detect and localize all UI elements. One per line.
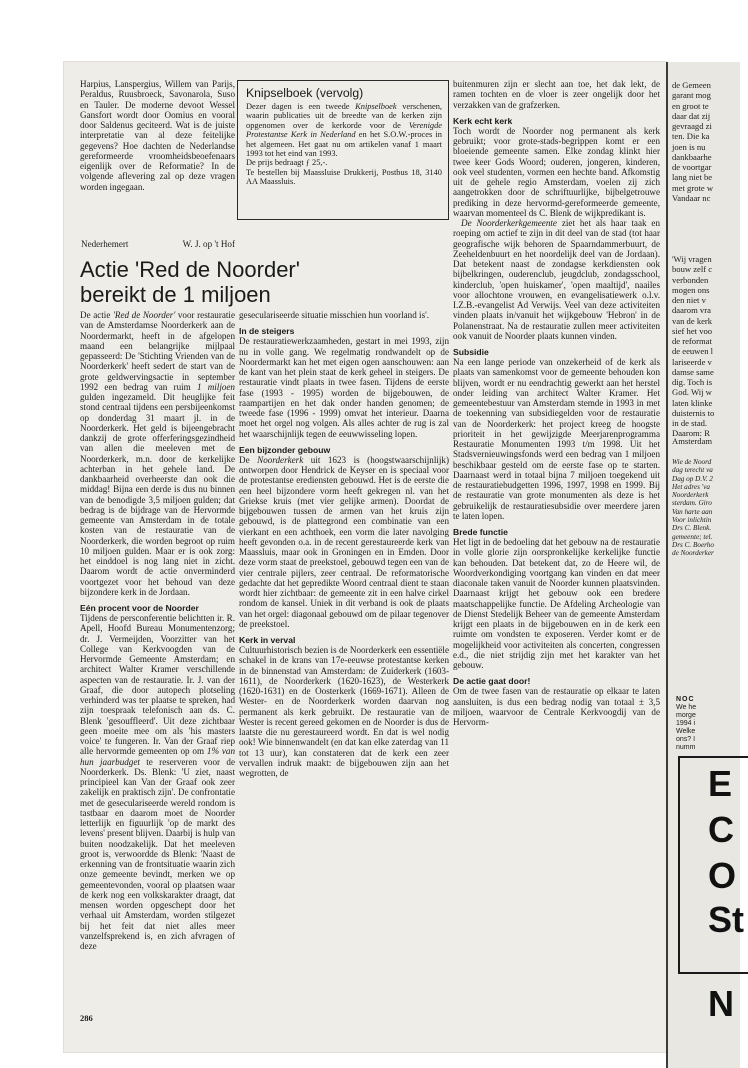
intro-column (80, 79, 235, 231)
paragraph: De restauratiewerkzaamheden, gestart in mei 1993, zijn nu in volle gang. We regelmatig rondwandelt op de Noordermarkt kan het met eigen ogen aanschouwen: aan de kant van het plein staat de kerk geheel in steigers. De restauratie vindt plaats in twee fasen. Tijdens de eerste fase (1993 - 1995) worden de bijgebouwen, de raampartijen en het dak onder handen genomen; de tweede fase (1996 - 1999) omvat het interieur. Daarna moet het orgel nog volgen. Als alles achter de rug is zal het waarschijnlijk tegen de eeuwwisseling lopen. (239, 336, 449, 439)
subheading-steigers: In de steigers (239, 326, 295, 337)
paragraph: Cultuurhistorisch bezien is de Noorderkerk een essentiële schakel in de krans van 17e-eeuwse protestantse kerken in de binnenstad van Amsterdam: de Zuiderkerk (1603-1611), de Noorderkerk (1620-1623), de Westerkerk (1620-1631) en de Oosterkerk (1669-1671). Alleen de Wester- en de Noorderkerk worden daarvan nog permanent als kerk gebruikt. De restauratie van de Wester is recent gereed gekomen en de Noorder is dus de laatste die nu gerestaureerd wordt. En dat is wel nodig ook! Wie binnenwandelt (en dat kan elke zaterdag van 11 tot 13 uur), kan constateren dat de kerk een zeer vervallen indruk maakt: de bijgebouwen zijn aan het wegrotten, de (239, 645, 449, 778)
advert-letter: O (708, 855, 737, 896)
box-price: De prijs bedraagt ƒ 25,-. (246, 158, 328, 168)
paragraph: De Noorderkerk uit 1623 is (hoogstwaarschijnlijk) ontworpen door Hendrick de Keyser en is speciaal voor de protestantse erediensten gebouwd. Het is de eerste die een heel bijzondere vorm heeft gekregen nl. van het Griekse kruis (met vier gelijke armen). Doordat de bijgebouwen tussen de armen van het kruis zijn gebouwd, is de plattegrond een combinatie van een vierkant en een achthoek, een vorm die later navolging heeft gevonden o.a. in de recent gerestaureerde kerk van Maassluis, maar ook in Groningen en in Emden. Door deze vorm staat de preekstoel, gebouwd tegen een van de vier centrale pijlers, zeer centraal. De reformatorische gedachte dat het gepredikte Woord centraal dient te staan wordt hier zichtbaar: de gemeente zit in een halve cirkel rondom de kansel. Uniek in dit verband is ook de plaats van het orgel: diagonaal gebouwd om de pilaar tegenover de preekstoel. (239, 454, 449, 629)
knipselboek-box (237, 80, 449, 220)
adjacent-italic-block: Wie de Noord dag terecht va Dag op D.V. 2 Het adres 'va Noorderkerk sterdam. Giro Van harte aan Voor inlichtin Drs C. Blenk. gemeente; tel. Drs C. Boerho de Noorderker (672, 458, 714, 558)
box-order-info: Te bestellen bij Maassluise Drukkerij, Postbus 18, 3140 AA Maassluis. (246, 167, 442, 187)
lead-paragraph: De actie 'Red de Noorder' voor restauratie van de Amsterdamse Noorderkerk aan de Noordermarkt, heeft in de afgelopen maand een belangrijke mijlpaal gepasseerd: De 'Stichting Vrienden van de Noorderkerk' heeft sedert de start van de grote geldwervingsactie in september 1992 een bedrag van ruim 1 miljoen gulden ingezameld. Dit heuglijke feit stond centraal tijdens een persbijeenkomst op donderdag 31 maart jl. in de Noorderkerk. Het geld is bijeengebracht dankzij de grote offerferingsgezindheid van allen die meeleven met de Noorderkerk, m.n. door de kerkelijke achterban in het gehele land. De dankbaarheid overheerste dan ook die middag! Bijna een derde is dus nu binnen van de benodigde 3,5 miljoen gulden; dat bedrag is de bijdrage van de Hervormde gemeente van Amsterdam in de totale kosten van de restauratie van de Noorderkerk, die worden begroot op ruim 10 miljoen gulden. Maar er is ook zorg: het einddoel is nog lang niet in zicht. Daarom wordt de actie onverminderd voortgezet voor het behoud van deze bijzondere kerk in de Jordaan. (80, 310, 235, 597)
subheading-actie-gaat-door: De actie gaat door! (453, 676, 531, 687)
adjacent-page (666, 62, 744, 1068)
adjacent-column-block-2: 'Wij vragen bouw zelf c verbonden mogen ons den niet v daarom vra van de kerk sief het voo de reformat de eeuwen l lariseerde v damse same dig. Toch is God. Wij w laten klinke duisternis to in de stad. Daarom: R (672, 254, 715, 439)
adjacent-advert-box (678, 756, 748, 1024)
subheading-een-procent: Eén procent voor de Noorder (80, 603, 199, 613)
paragraph: Na een lange periode van onzekerheid of de kerk als plaats van samenkomst voor de gemeente behouden kon blijven, wordt er nu eendrachtig gewerkt aan het herstel onder leiding van architect Walter Kramer. Het gemeentebestuur van Amsterdam stemde in 1993 in met de toekenning van subsidiegelden voor de restauratie van de Noorderkerk: het project kreeg de hoogste prioriteit in het gewijzigde Meerjarenprogramma Restauratie Monumenten 1993 t/m 1998. Uit het Stadsvernieuwingsfonds werd een bedrag van 1 miljoen beschikbaar gesteld om de eerste fase op te starten. Daarnaast werd in totaal bijna 7 miljoen toegekend uit de restauratiebudgetten 1996, 1997, 1998 en 1999. Bij de restauratie van grote monumenten als deze is het gebruikelijk de restauratiesubsidie over meerdere jaren te laten lopen. (453, 357, 660, 521)
adjacent-signature: Amsterdam (672, 436, 713, 446)
intro-text: Harpius, Lanspergius, Willem van Parijs, Peraldus, Ruusbroeck, Savonarola, Suso en Tauler. De moderne devoot Wessel Gansfort wordt door Oomius en vooral door Saldenus geciteerd. Wat is de juiste interpretatie van al deze feitelijke gegevens? Hoe dachten de Nederlandse gereformeerde vroomheidsbeoefenaars eigenlijk over de Reformatie? In de volgende aflevering zal op deze vragen worden ingegaan. (80, 79, 235, 192)
intro-signature (81, 239, 235, 249)
subheading-brede-functie: Brede functie (453, 527, 508, 537)
article-column-3 (453, 79, 660, 1017)
subheading-subsidie: Subsidie (453, 347, 489, 357)
box-title: Knipselboek (vervolg) (246, 86, 364, 100)
paragraph: geseculariseerde situatie misschien hun voorland is'. (239, 310, 430, 320)
article-headline: Actie 'Red de Noorder' bereikt de 1 miljoen (80, 257, 300, 307)
article-column-1 (80, 310, 235, 1005)
box-paragraph: Dezer dagen is een tweede Knipselboek verschenen, waarin publicaties uit de breedte van de kerken zijn opgenomen over de kerkorde voor de Verenigde Protestantse Kerk in Nederland en het S.O.W.-proces in het algemeen. Het gaat nu om artikelen vanaf 1 maart 1993 tot het eind van 1993. (246, 102, 442, 159)
signature-place: Nederhemert (81, 239, 129, 249)
advert-letter: C (708, 809, 734, 850)
paragraph: buitenmuren zijn er slecht aan toe, het dak lekt, de ramen tochten en de vloer is zeer ongelijk door het verzakken van de grafzerken. (453, 79, 660, 110)
subheading-kerk-in-verval: Kerk in verval (239, 635, 296, 645)
subheading-kerk-echt-kerk: Kerk echt kerk (453, 115, 513, 126)
signature-author: W. J. op 't Hof (182, 239, 235, 249)
paragraph: Om de twee fasen van de restauratie op elkaar te laten aansluiten, is dus een bedrag nodig van totaal ± 3,5 miljoen, waarvoor de Centrale Kerkvoogdij van de Hervorm- (453, 686, 660, 727)
advert-letter: E (708, 763, 733, 804)
paragraph: Toch wordt de Noorder nog permanent als kerk gebruikt; voor grote-stads-begrippen komt er een bloeiende gemeente samen. Elke zondag klinkt hier twee keer Gods Woord; ouderen, jongeren, kinderen, ook veel studenten, vormen een hechte band. Afkomstig uit de gehele regio Amsterdam, voelen zij zich aangetrokken door de schriftuurlijke, bijbelgetrouwe prediking in deze hervormd-gereformeerde gemeente, waarvan momenteel ds C. Blenk de wijkpredikant is. (453, 125, 660, 218)
paragraph: Het ligt in de bedoeling dat het gebouw na de restauratie in volle glorie zijn oorspronkelijke kerkelijke functie kan behouden. Dat betekent dat, zo de Heere wil, de Woordverkondiging voortgang kan vinden en dat meer diaconale taken vanuit de Noorder kunnen plaatsvinden. Daarnaast krijgt het gebouw ook een bredere maatschappelijke functie. De Afdeling Archeologie van de Dienst Stedelijk Beheer van de gemeente Amsterdam krijgt een plaats in de bijgebouwen en in de kerk een ruimte om vondsten te exposeren. Verder komt er de mogelijkheid voor activiteiten als concerten, congressen e.d., die niet strijdig zijn met het karakter van het gebouw. (453, 537, 660, 670)
paragraph: Tijdens de persconferentie belichtten ir. R. Apell, Hoofd Bureau Monumentenzorg; dr. J. Vermeijden, Voorzitter van het College van Kerkvoogden van de Hervormde Gemeente Amsterdam; en architect Walter Kramer verschillende aspecten van de restauratie. Ir. J. van der Graaf, die door autopech plotseling verhinderd was ter plaatse te spreken, had zijn toespraak telefonisch aan ds. C. Blenk 'gesouffleerd'. Uit deze zichtbaar geen moeite mee om als 'his masters voice' te fungeren. Ir. Van der Graaf riep alle hervormde gemeenten op om 1% van hun jaarbudget te reserveren voor de Noorderkerk. Ds. Blenk: 'U ziet, naast principieel kan Van der Graaf ook zeer zakelijk en praktisch zijn'. De confrontatie met de geseculariseerde wereld rondom is tastbaar en daarom moet de Noorder letterlijk en figuurlijk 'op de markt des levens' present blijven. Daarbij is hulp van buiten noodzakelijk. Dat het meeleven groot is, verwoordde ds Blenk: 'Naast de erkenning van de frontsituatie waarin zich onze gemeente bevindt, merken we op gemeentevonden, vooral op plaatsen waar de kerk nog een volkskarakter draagt, dat mensen worden opgeschept door het verhaal uit Amsterdam, worden stilgezet bij het feit dat niet alles meer vanzelfsprekend is, en zich afvragen of deze (80, 613, 235, 951)
page-number: 286 (80, 1013, 93, 1023)
adjacent-column-block-1: de Gemeen garant mog en groot te daar dat zij gevraagd zi ten. Die ka joen is nu dankbaarhe de voortgar lang niet be met grote w Vandaar nc (672, 80, 714, 203)
advert-letter: St (708, 899, 744, 940)
adjacent-notice: NOC We he morge 1994 i Welke ons? I numm (676, 696, 697, 751)
article-column-2 (239, 310, 449, 1005)
paragraph: De Noorderkerkgemeente ziet het als haar taak en roeping om actief te zijn in dit deel van de stad (tot haar geografische wijk behoren de Spaarndammerbuurt, de Zeeheldenbuurt en het noordelijk deel van de Jordaan). Dat betekent naast de zondagse kerkdiensten ook bijbelkringen, ouderenclub, jeugdclub, zondagsschool, kinderclub, 'open huiskamer', 'open maaltijd', naailes voor allochtone vrouwen, en evangelisatiewerk o.l.v. I.Z.B.-evangelist Ad Verwijs. Veel van deze activiteiten vinden plaats in/vanuit het wijkgebouw 'Hebron' in de Polanenstraat. Na de restauratie zullen meer activiteiten ook vanuit de Noorder plaats kunnen vinden. (453, 218, 661, 341)
advert-letter: N (708, 983, 734, 1024)
subheading-bijzonder-gebouw: Een bijzonder gebouw (239, 444, 331, 455)
